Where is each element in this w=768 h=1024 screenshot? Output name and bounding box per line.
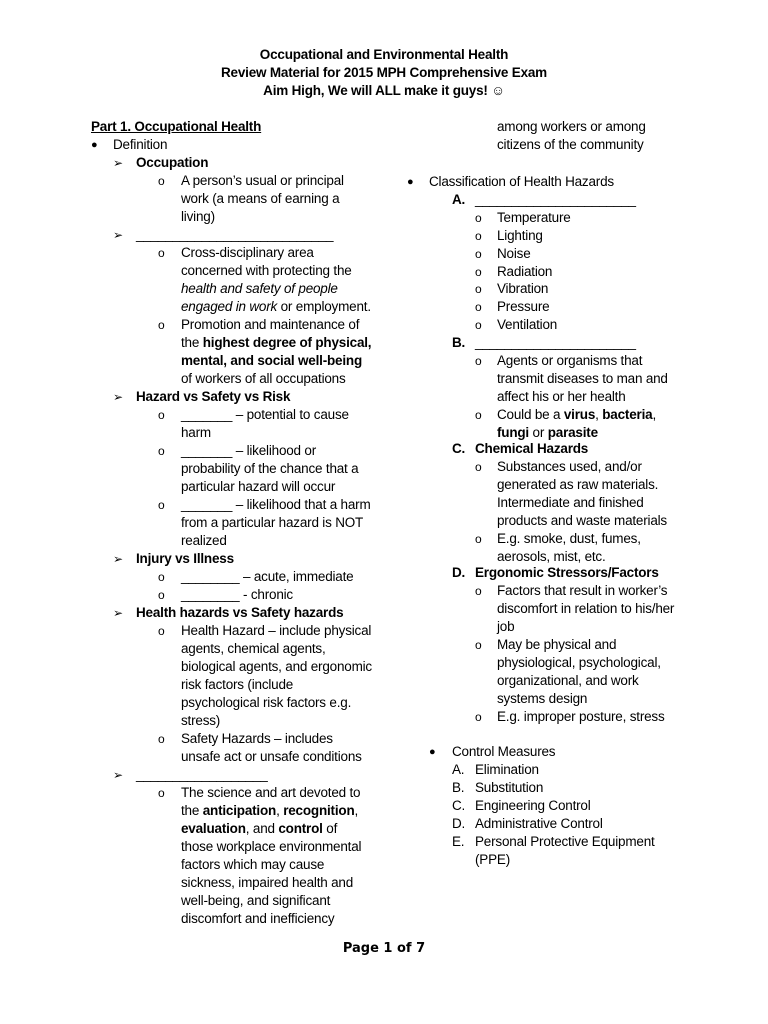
oh-def-line <box>181 334 371 352</box>
bio-bold: fungi <box>497 425 529 440</box>
ih-bold: evaluation <box>181 821 246 836</box>
bullet-icon: ● <box>407 176 414 188</box>
chemical-heading: Chemical Hazards <box>475 441 589 456</box>
ergonomic-line: organizational, and work <box>497 673 639 688</box>
circle-bullet-icon: o <box>475 247 482 261</box>
circle-bullet-icon: o <box>158 624 165 638</box>
blank: ________ <box>181 587 240 602</box>
doc-tagline: Aim High, We will ALL make it guys! ☺ <box>263 83 505 98</box>
oh-def-line: concerned with protecting the <box>181 263 352 278</box>
fill-in-blank: ______________________ <box>475 192 636 207</box>
section-letter: B. <box>452 335 466 350</box>
oh-def-line: Cross-disciplinary area <box>181 245 314 260</box>
ih-def-line: those workplace environmental <box>181 839 362 854</box>
circle-bullet-icon: o <box>475 229 482 243</box>
page-number-text: Page 1 of 7 <box>342 941 426 956</box>
ergonomic-heading: Ergonomic Stressors/Factors <box>475 565 659 580</box>
oh-def-line: of workers of all occupations <box>181 371 346 386</box>
circle-bullet-icon: o <box>158 588 165 602</box>
bullet-icon: ● <box>429 746 436 758</box>
occupation-desc-line: living) <box>181 209 215 224</box>
chemical-line: generated as raw materials. <box>497 477 659 492</box>
health-hazard-line: stress) <box>181 713 221 728</box>
ih-text: , <box>354 803 359 818</box>
hazard-item-cont: probability of the chance that a <box>181 461 359 476</box>
safety-hazard-line: Safety Hazards – includes <box>181 731 333 746</box>
circle-bullet-icon: o <box>475 710 482 724</box>
circle-bullet-icon: o <box>158 408 165 422</box>
injury-text: - chronic <box>239 587 293 602</box>
arrow-bullet-icon: ➢ <box>113 768 124 782</box>
oh-def-text: or employment. <box>277 299 371 314</box>
circle-bullet-icon: o <box>475 460 482 474</box>
oh-def-italic: engaged in work <box>181 299 278 314</box>
ih-bold: anticipation <box>202 803 277 818</box>
control-letter: C. <box>452 798 466 813</box>
circle-bullet-icon: o <box>475 408 482 422</box>
hazard-item-cont: realized <box>181 533 227 548</box>
health-hazard-line: Health Hazard – include physical <box>181 623 372 638</box>
arrow-bullet-icon: ➢ <box>113 606 124 620</box>
ih-bold: control <box>278 821 323 836</box>
continued-line: citizens of the community <box>497 137 644 152</box>
page-number <box>0 941 768 956</box>
safety-hazard-line: unsafe act or unsafe conditions <box>181 749 362 764</box>
oh-def-bold: highest degree of physical, <box>202 335 372 350</box>
control-item: Personal Protective Equipment <box>475 834 655 849</box>
part-title: Part 1. Occupational Health <box>91 119 262 134</box>
circle-bullet-icon: o <box>158 174 165 188</box>
doc-subtitle: Review Material for 2015 MPH Comprehensive Exam <box>221 65 547 80</box>
classification-heading: Classification of Health Hazards <box>429 174 614 189</box>
hazard-item <box>181 406 349 424</box>
bio-text: or <box>529 425 548 440</box>
blank: _______ <box>181 497 233 512</box>
occupation-heading: Occupation <box>136 155 209 170</box>
circle-bullet-icon: o <box>475 638 482 652</box>
blank: ________ <box>181 569 240 584</box>
circle-bullet-icon: o <box>158 732 165 746</box>
circle-bullet-icon: o <box>475 265 482 279</box>
bullet-icon: ● <box>91 139 98 151</box>
circle-bullet-icon: o <box>158 570 165 584</box>
bio-hazard-line: Agents or organisms that <box>497 353 643 368</box>
chemical-line: products and waste materials <box>497 513 667 528</box>
arrow-bullet-icon: ➢ <box>113 156 124 170</box>
circle-bullet-icon: o <box>475 318 482 332</box>
ergonomic-line: systems design <box>497 691 588 706</box>
injury-item <box>181 568 353 586</box>
circle-bullet-icon: o <box>475 282 482 296</box>
circle-bullet-icon: o <box>158 318 165 332</box>
control-letter: D. <box>452 816 466 831</box>
control-heading: Control Measures <box>452 744 556 759</box>
ih-def-line: discomfort and inefficiency <box>181 911 335 926</box>
control-item: Elimination <box>475 762 539 777</box>
ergonomic-line: job <box>497 619 515 634</box>
bio-hazard-line: transmit diseases to man and <box>497 371 668 386</box>
bio-text: , <box>595 407 603 422</box>
bio-text: , <box>652 407 656 422</box>
ergonomic-line: May be physical and <box>497 637 617 652</box>
circle-bullet-icon: o <box>475 211 482 225</box>
health-hazards-heading: Health hazards vs Safety hazards <box>136 605 344 620</box>
ih-bold: recognition <box>283 803 355 818</box>
chemical-line: E.g. smoke, dust, fumes, <box>497 531 641 546</box>
ih-text: , and <box>245 821 279 836</box>
section-letter: C. <box>452 441 466 456</box>
bio-bold: virus <box>563 407 596 422</box>
ih-def-line: sickness, impaired health and <box>181 875 354 890</box>
bio-text: Could be a <box>497 407 564 422</box>
physical-hazard-item: Noise <box>497 246 531 261</box>
circle-bullet-icon: o <box>475 354 482 368</box>
ih-def-line: factors which may cause <box>181 857 325 872</box>
physical-hazard-item: Pressure <box>497 299 550 314</box>
chemical-line: Intermediate and finished <box>497 495 644 510</box>
control-item: Administrative Control <box>475 816 603 831</box>
ih-text: , <box>276 803 284 818</box>
bio-hazard-line <box>497 406 656 424</box>
control-letter: E. <box>452 834 465 849</box>
health-hazard-line: agents, chemical agents, <box>181 641 326 656</box>
physical-hazard-item: Temperature <box>497 210 571 225</box>
ih-text: the <box>181 803 203 818</box>
fill-in-blank: ______________________ <box>475 335 636 350</box>
arrow-bullet-icon: ➢ <box>113 552 124 566</box>
hazard-text: – potential to cause <box>232 407 349 422</box>
hazard-text: – likelihood or <box>232 443 317 458</box>
fill-in-blank: ___________________________ <box>136 227 334 242</box>
circle-bullet-icon: o <box>475 532 482 546</box>
section-letter: D. <box>452 565 466 580</box>
bio-bold: parasite <box>547 425 598 440</box>
doc-title: Occupational and Environmental Health <box>259 47 509 62</box>
hazard-item-cont: from a particular hazard is NOT <box>181 515 364 530</box>
ih-text: of <box>322 821 338 836</box>
definition-label: Definition <box>113 137 168 152</box>
hazard-item <box>181 442 316 460</box>
hazard-item <box>181 496 371 514</box>
control-letter: B. <box>452 780 465 795</box>
circle-bullet-icon: o <box>475 584 482 598</box>
oh-def-line: Promotion and maintenance of <box>181 317 360 332</box>
circle-bullet-icon: o <box>158 498 165 512</box>
section-letter: A. <box>452 192 466 207</box>
circle-bullet-icon: o <box>158 246 165 260</box>
hazard-item-cont: harm <box>181 425 211 440</box>
ih-def-line <box>181 802 358 820</box>
continued-line: among workers or among <box>497 119 646 134</box>
ergonomic-line: discomfort in relation to his/her <box>497 601 675 616</box>
circle-bullet-icon: o <box>475 300 482 314</box>
injury-item <box>181 586 293 604</box>
arrow-bullet-icon: ➢ <box>113 390 124 404</box>
ergonomic-line: physiological, psychological, <box>497 655 661 670</box>
physical-hazard-item: Radiation <box>497 264 553 279</box>
ergonomic-line: Factors that result in worker’s <box>497 583 668 598</box>
hazard-heading: Hazard vs Safety vs Risk <box>136 389 291 404</box>
oh-def-line: health and safety of people <box>181 281 338 296</box>
ih-def-line: The science and art devoted to <box>181 785 361 800</box>
hazard-item-cont: particular hazard will occur <box>181 479 336 494</box>
control-letter: A. <box>452 762 465 777</box>
arrow-bullet-icon: ➢ <box>113 228 124 242</box>
blank: _______ <box>181 407 233 422</box>
control-item: Engineering Control <box>475 798 591 813</box>
ergonomic-line: E.g. improper posture, stress <box>497 709 665 724</box>
control-item-cont: (PPE) <box>475 852 511 867</box>
physical-hazard-item: Ventilation <box>497 317 558 332</box>
hazard-text: – likelihood that a harm <box>232 497 371 512</box>
oh-def-line: mental, and social well-being <box>181 353 362 368</box>
fill-in-blank: __________________ <box>136 767 268 782</box>
chemical-line: Substances used, and/or <box>497 459 642 474</box>
ih-def-line <box>181 820 337 838</box>
health-hazard-line: biological agents, and ergonomic <box>181 659 372 674</box>
physical-hazard-item: Vibration <box>497 281 549 296</box>
health-hazard-line: psychological risk factors e.g. <box>181 695 352 710</box>
health-hazard-line: risk factors (include <box>181 677 294 692</box>
bio-bold: bacteria <box>602 407 653 422</box>
control-item: Substitution <box>475 780 544 795</box>
circle-bullet-icon: o <box>158 444 165 458</box>
oh-def-line <box>181 298 371 316</box>
occupation-desc-line: A person’s usual or principal <box>181 173 344 188</box>
bio-hazard-line: affect his or her health <box>497 389 626 404</box>
chemical-line: aerosols, mist, etc. <box>497 549 606 564</box>
occupation-desc-line: work (a means of earning a <box>181 191 340 206</box>
injury-text: – acute, immediate <box>239 569 354 584</box>
oh-def-text: the <box>181 335 203 350</box>
circle-bullet-icon: o <box>158 786 165 800</box>
injury-heading: Injury vs Illness <box>136 551 234 566</box>
blank: _______ <box>181 443 233 458</box>
ih-def-line: well-being, and significant <box>181 893 331 908</box>
physical-hazard-item: Lighting <box>497 228 543 243</box>
